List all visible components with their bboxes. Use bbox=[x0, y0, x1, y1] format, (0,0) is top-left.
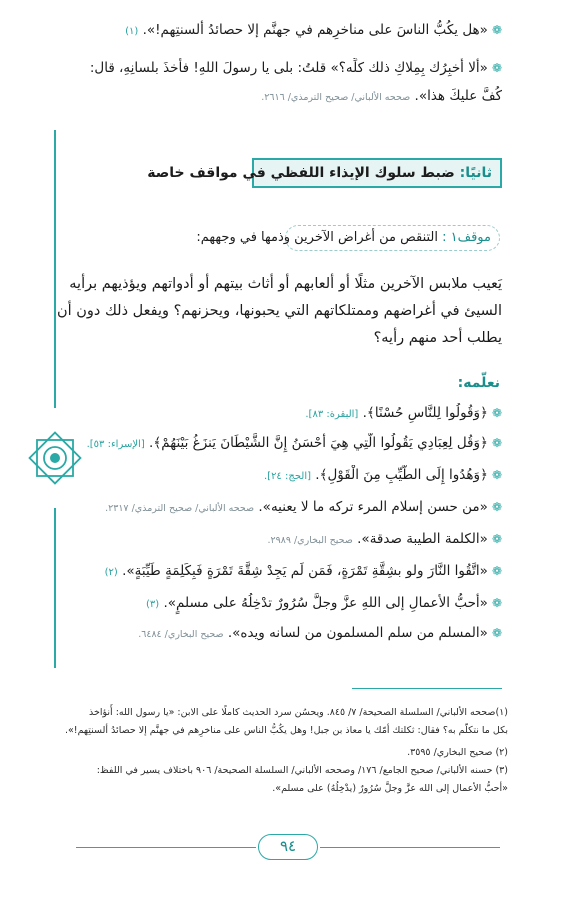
learn-label: نعلّمه: bbox=[457, 375, 500, 391]
item-text: «من حسن إسلام المرء تركه ما لا يعنيه». bbox=[258, 499, 488, 515]
bullet-icon: ❁ bbox=[491, 596, 502, 610]
list-item bbox=[62, 20, 502, 42]
hadith-source: صححه الألباني/ صحيح الترمذي/ ٢٦١٦. bbox=[261, 92, 411, 103]
reference: (٣) bbox=[145, 599, 160, 610]
page-rule-left bbox=[76, 847, 256, 848]
reference: (١) bbox=[125, 26, 139, 37]
bullet-icon: ❁ bbox=[491, 564, 502, 578]
list-item bbox=[62, 58, 502, 79]
star-ornament-icon bbox=[25, 424, 85, 492]
footnote-line: (١)صححه الألباني/ السلسلة الصحيحة/ ٧/ ٨٤٥. ويحسُن سرد الحديث كاملًا على الابن: «يا رسول الله: أَنؤاخذ bbox=[88, 707, 508, 718]
bullet-icon: ❁ bbox=[491, 406, 502, 420]
reference: [البقرة: ٨٣]. bbox=[305, 409, 359, 420]
reference: [الحج: ٢٤]. bbox=[263, 471, 311, 482]
paragraph-line: يطلب أحد منهم رأيه؟ bbox=[373, 330, 502, 346]
item-text: «المسلم من سلم المسلمون من لسانه ويده». bbox=[227, 625, 488, 641]
bullet-icon: ❁ bbox=[491, 23, 502, 37]
section-heading bbox=[147, 158, 502, 188]
item-text: «اتَّقُوا النَّارَ ولو بشِقَّةِ تَمْرَةٍ، فَمَن لَم يَجِدْ شِقَّةَ تَمْرَةٍ فَبِكَلِمَةٍ طَيِّبَةٍ». bbox=[122, 563, 488, 579]
item-text: «أحبُّ الأعمالِ إلى اللهِ عزَّ وجلَّ سُرُورٌ تدْخِلُهُ على مسلمٍ». bbox=[163, 595, 488, 611]
list-item bbox=[62, 403, 502, 425]
hadith-source: صحيح البخاري/ ٢٩٨٩. bbox=[267, 535, 353, 546]
item-text: «ألا أُخبِرُك بِمِلاكِ ذلك كلِّه؟» قلتُ: بلى يا رسولَ اللهِ! فأخذَ بلسانِهِ، قال: bbox=[89, 60, 488, 76]
list-item bbox=[62, 86, 502, 108]
footnote-line: (٢) صحيح البخاري/ ٣٥٩٥. bbox=[407, 747, 508, 758]
page-number: ٩٤ bbox=[258, 834, 318, 860]
bullet-icon: ❁ bbox=[491, 500, 502, 514]
footnote-line: بكل ما نتكلّم به؟ فقال: ثكلتك أمّك يا معاذ بن جبل! وهل يكُبُّ الناس على مناخرِهم في جهنَّم إلا حصائدُ ألسنتِهم!». bbox=[64, 725, 508, 736]
footnote-separator bbox=[352, 688, 502, 689]
bullet-icon: ❁ bbox=[491, 626, 502, 640]
list-item bbox=[62, 593, 502, 615]
paragraph-line: يَعيب ملابس الآخرين مثلًا أو ألعابهم أو أثاث بيتهم أو أدواتهم ويؤذيهم برأيه bbox=[69, 276, 502, 292]
paragraph-line: السيئ في أغراضهم وممتلكاتهم التي يحبونها، ويحزنهم؟ ويفعل ذلك دون أن bbox=[56, 303, 502, 319]
reference: [الإسراء: ٥٣]. bbox=[86, 439, 145, 450]
side-rule-top bbox=[54, 130, 56, 408]
bullet-icon: ❁ bbox=[491, 436, 502, 450]
bullet-icon: ❁ bbox=[491, 468, 502, 482]
hadith-source: صحيح البخاري/ ٦٤٨٤. bbox=[138, 629, 224, 640]
item-text: كُفَّ عليكَ هذا». bbox=[414, 88, 502, 104]
bullet-icon: ❁ bbox=[491, 532, 502, 546]
list-item bbox=[62, 497, 502, 519]
item-text: ﴿وَهُدُوا إِلَى الطَّيِّبِ مِنَ الْقَوْلِ﴾. bbox=[315, 467, 488, 483]
footnote-line: (٣) حسنه الألباني/ صحيح الجامع/ ١٧٦/ وصححه الألباني/ السلسلة الصحيحة/ ٩٠٦ باختلاف يسير في اللفظ: bbox=[96, 765, 508, 776]
situation-title: التنقص من أغراض الآخرين وذمها في وجههم: bbox=[196, 230, 438, 245]
list-item bbox=[62, 623, 502, 645]
section-heading-prefix: ثانيًا: bbox=[459, 165, 492, 181]
reference: (٢) bbox=[104, 567, 118, 578]
list-item bbox=[62, 529, 502, 551]
item-text: «الكلمة الطيبة صدقة». bbox=[357, 531, 488, 547]
situation-label bbox=[196, 225, 500, 251]
item-text: ﴿وَقُل لِعِبَادِي يَقُولُوا الَّتِي هِيَ أَحْسَنُ إِنَّ الشَّيْطَانَ يَنزَغُ بَيْنَهُمْ﴾. bbox=[149, 435, 488, 451]
list-item bbox=[62, 465, 502, 487]
hadith-source: صححه الألباني/ صحيح الترمذي/ ٢٣١٧. bbox=[105, 503, 255, 514]
item-text: «هل يكُبُّ الناسَ على مناخرِهم في جهنَّم إلا حصائدُ ألسنتِهم!». bbox=[142, 22, 488, 38]
section-heading-title: ضبط سلوك الإيذاء اللفظي في مواقف خاصة bbox=[147, 165, 455, 181]
page-rule-right bbox=[320, 847, 500, 848]
list-item bbox=[62, 561, 502, 583]
footnote-line: «أحبُّ الأعمال إلى الله عزَّ وجلَّ سُرُورٌ (يدْخِلُهُ) على مسلم». bbox=[272, 783, 508, 794]
bullet-icon: ❁ bbox=[491, 61, 502, 75]
list-item bbox=[62, 433, 502, 455]
item-text: ﴿وَقُولُوا لِلنَّاسِ حُسْنًا﴾. bbox=[362, 405, 488, 421]
side-rule-bottom bbox=[54, 508, 56, 668]
situation-number: موقف١ : bbox=[442, 230, 491, 245]
